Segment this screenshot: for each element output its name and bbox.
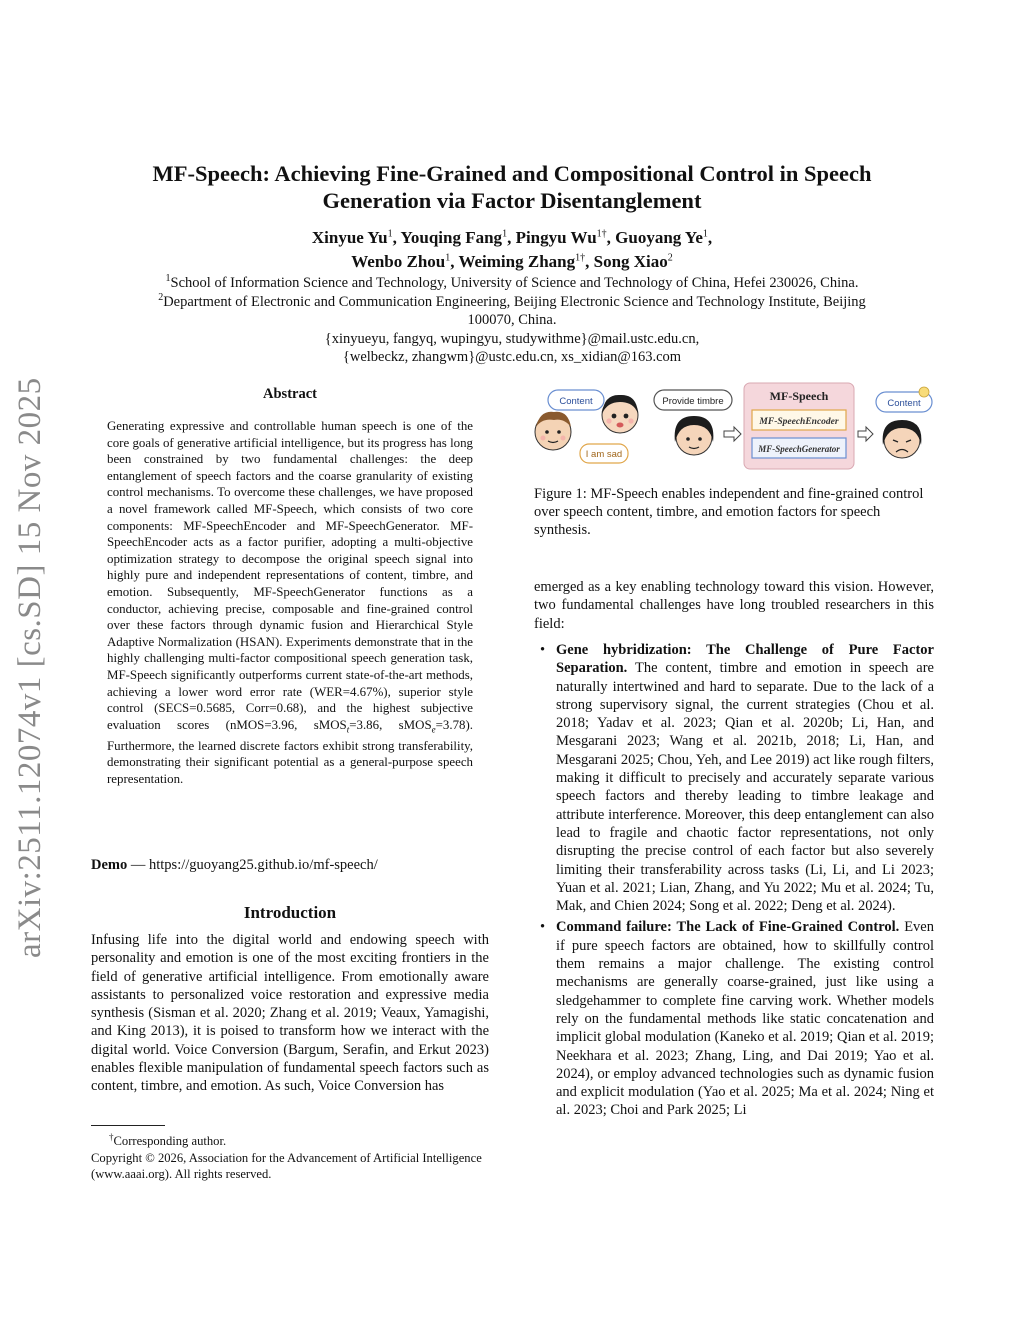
bullet-glyph: • [540, 919, 546, 936]
author-name: Weiming Zhang [458, 252, 576, 271]
demo-label: Demo [91, 857, 128, 873]
affiliation-2-cont: 100070, China. [467, 312, 557, 328]
demo-line [91, 856, 491, 874]
demo-separator: — [127, 857, 149, 873]
boy-face-icon [535, 412, 571, 450]
affiliation-text: Department of Electronic and Communication Engineering, Beijing Electronic Science and Technology Institute, Beijing [163, 293, 866, 310]
email-line-1: {xinyueyu, fangyq, wupingyu, studywithme}@mail.ustc.edu.cn, [324, 330, 700, 347]
abstract-mos: =3.86, sMOS [349, 717, 432, 732]
arrow-right-icon [724, 427, 741, 441]
affiliation-mark: 2 [158, 291, 164, 303]
bubble-text: I am sad [585, 449, 623, 460]
author-mark: 1 [445, 252, 451, 264]
list-item-gene-hybridization [538, 641, 934, 915]
list-item-command-failure [538, 918, 934, 1119]
author-mark: 1 [502, 228, 508, 240]
author-name: Wenbo Zhou [351, 252, 446, 271]
generator-label: MF-SpeechGenerator [758, 444, 840, 454]
abstract-heading: Abstract [263, 386, 317, 402]
encoder-label: MF-SpeechEncoder [759, 417, 839, 427]
affiliation-text: School of Information Science and Technology, University of Science and Technology of China, Hefei 230026, China. [170, 275, 859, 291]
abstract-mos: (nMOS=3.96, sMOS [225, 717, 347, 732]
corresponding-author-note [91, 1129, 489, 1150]
title-line-1: MF-Speech: Achieving Fine-Grained and Compositional Control in Speech [152, 161, 872, 186]
sad-bubble [580, 444, 628, 463]
bullet-glyph: • [540, 642, 546, 658]
girl-face-icon [602, 395, 638, 433]
bullet-text: Even if pure speech factors are obtained, how to skillfully control them remains a major challenge. The existing control mechanisms are generally coarse-grained, just like using a sledgehammer to complete fine carving work. Whether models rely on the fundamental methods like static concatenation and implicit global modulation (Kaneko et al. 2019; Qian et al. 2019; Neekhara et al. 2023; Zhang, Ling, and Dai 2019; Yao et al. 2024), or employ advanced technologies such as dynamic fusion and explicit modulation (Yao et al. 2025; Ma et al. 2024; Ning et al. 2023; Choi and Park 2025; Li [556, 919, 934, 1119]
footnote [91, 1129, 489, 1182]
footnote-text: Corresponding author. [113, 1134, 227, 1149]
author-name: Xinyue Yu [311, 228, 388, 247]
footnote-rule [91, 1125, 165, 1126]
paper-title [110, 160, 914, 214]
affiliation-1 [100, 274, 924, 293]
challenge-list [538, 641, 934, 1120]
affiliations [100, 274, 924, 367]
bubble-text: Content [887, 398, 921, 409]
mf-speech-box [744, 383, 854, 469]
author-mark: 1 [702, 228, 708, 240]
arxiv-identifier: arXiv:2511.12074v1 [cs.SD] 15 Nov 2025 [12, 377, 48, 958]
figure-illustration [530, 380, 938, 480]
woman-face-icon [675, 416, 714, 455]
introduction-heading: Introduction [243, 903, 337, 922]
abstract-text-end: =3.78). Furthermore, the learned discrete factors exhibit strong transferability, demonstrating their significant potential as a general-purpose speech representation. [107, 717, 473, 787]
bullet-text: The content, timbre and emotion in speech are naturally intertwined and hard to separate. Due to the lack of a strong supervisory signal, the current strategies (Chou et al. 2018; Yadav et al. 2023; Qian et al. 2020b; Li, Han, and Mesgarani 2023; Wang et al. 2021b, 2018; Li, Han, and Mesgarani 2025; Chou, Yeh, and Lee 2019) act like rough filters, making it difficult to precisely and accurately separate various speech factors and thereby leading to timbre leakage and attribute interference. Moreover, this deep entanglement can also lead to fragile and chaotic factor representations, not only disrupting the precise control of each factor but also severely limiting their transferability across tasks (Li, Li, and Li 2023; Yuan et al. 2021; Lian, Zhang, and Yu 2022; Mu et al. 2024; Tu, Mak, and Chien 2024; Song et al. 2022; Deng et al. 2024). [556, 660, 934, 915]
subscript-t: t [346, 724, 350, 735]
author-line-1: Xinyue Yu$^1$, Youqing Fang$^1$, Pingyu $Wu^{1\dagger}$, Guoyang Ye$^1$, [311, 228, 713, 247]
timbre-bubble [654, 390, 732, 410]
author-name: Pingyu Wu [515, 228, 597, 247]
introduction-body: Infusing life into the digital world and endowing speech with personality and emotion is one of the most exciting frontiers in the field of generative artificial intelligence. From emotionally aware assistants to personalized voice restoration and expressive media synthesis (Sisman et al. 2020; Zhang et al. 2019; Veaux, Yamagishi, and King 2013), it is poised to transform how we interact with the digital world. Voice Conversion (Bargum, Serafin, and Erkut 2023) enables flexible manipulation of fundamental speech factors such as content, timbre, and emotion. As such, Voice Conversion has [91, 932, 489, 1095]
author-mark: 1† [596, 228, 607, 240]
author-mark: 1† [575, 252, 586, 264]
copyright-notice: Copyright © 2026, Association for the Advancement of Artificial Intelligence (www.aaai.org). All rights reserved. [91, 1150, 482, 1181]
content-bubble-left [548, 390, 604, 410]
author-list [110, 226, 914, 274]
content-bubble-right [876, 387, 932, 412]
subscript-e: e [431, 724, 436, 735]
sad-woman-face-icon [883, 420, 922, 458]
figure-1 [530, 380, 938, 480]
email-line-2: {welbeckz, zhangwm}@ustc.edu.cn, xs_xidian@163.com [342, 349, 682, 365]
author-line-2: Wenbo Zhou$^1$, Weiming Zhang$^{1\dagger}$, Song Xiao$^2$ [351, 252, 673, 271]
bullet-heading: Gene hybridization: The Challenge of Pure Factor Separation. [556, 642, 934, 677]
author-mark: 2 [667, 252, 673, 264]
author-name: Song Xiao [593, 252, 668, 271]
bubble-text: Content [559, 396, 593, 407]
affiliation-mark: 1 [165, 273, 171, 285]
introduction-continued: emerged as a key enabling technology toward this vision. However, two fundamental challenges have long troubled researchers in this field: [534, 579, 934, 632]
author-mark: 1 [387, 228, 393, 240]
bullet-heading: Command failure: The Lack of Fine-Grained Control. [556, 919, 900, 936]
title-line-2: Generation via Factor Disentanglement [322, 188, 702, 213]
author-name: Guoyang Ye [615, 228, 703, 247]
demo-url-link[interactable]: https://guoyang25.github.io/mf-speech/ [149, 857, 378, 873]
author-name: Youqing Fang [400, 228, 503, 247]
abstract-text: Generating expressive and controllable human speech is one of the core goals of generative artificial intelligence, but its progress has long been constrained by two fundamental challenges: the deep entanglement of speech factors and the coarse granularity of existing control mechanisms. To overcome these challenges, we have proposed a novel framework called MF-Speech, which consists of two core components: MF-SpeechEncoder and MF-SpeechGenerator. MF-SpeechEncoder acts as a factor purifier, adopting a multi-objective optimization strategy to decompose the original speech signal into highly pure and independent representations of content, timbre, and emotion. Subsequently, MF-SpeechGenerator functions as a conductor, achieving precise, composable and fine-grained control over these factors through dynamic fusion and Hierarchical Style Adaptive Normalization (HSAN). Experiments demonstrate that in the highly challenging multi-factor compositional speech generation task, MF-Speech significantly outperforms current state-of-the-art methods, achieving a lower word error rate (WER=4.67%), superior style control (SECS=0.5685, Corr=0.68), and the highest subjective evaluation scores [107, 419, 473, 732]
bubble-text: Provide timbre [662, 396, 724, 407]
arrow-right-icon [858, 427, 873, 441]
footnote-mark: † [109, 1132, 114, 1142]
affiliation-2 [100, 293, 924, 312]
figure-1-caption: Figure 1: MF-Speech enables independent and fine-grained control over speech content, timbre, and emotion factors for speech synthesis. [534, 486, 924, 538]
abstract-body [107, 418, 473, 788]
box-title: MF-Speech [769, 389, 829, 403]
